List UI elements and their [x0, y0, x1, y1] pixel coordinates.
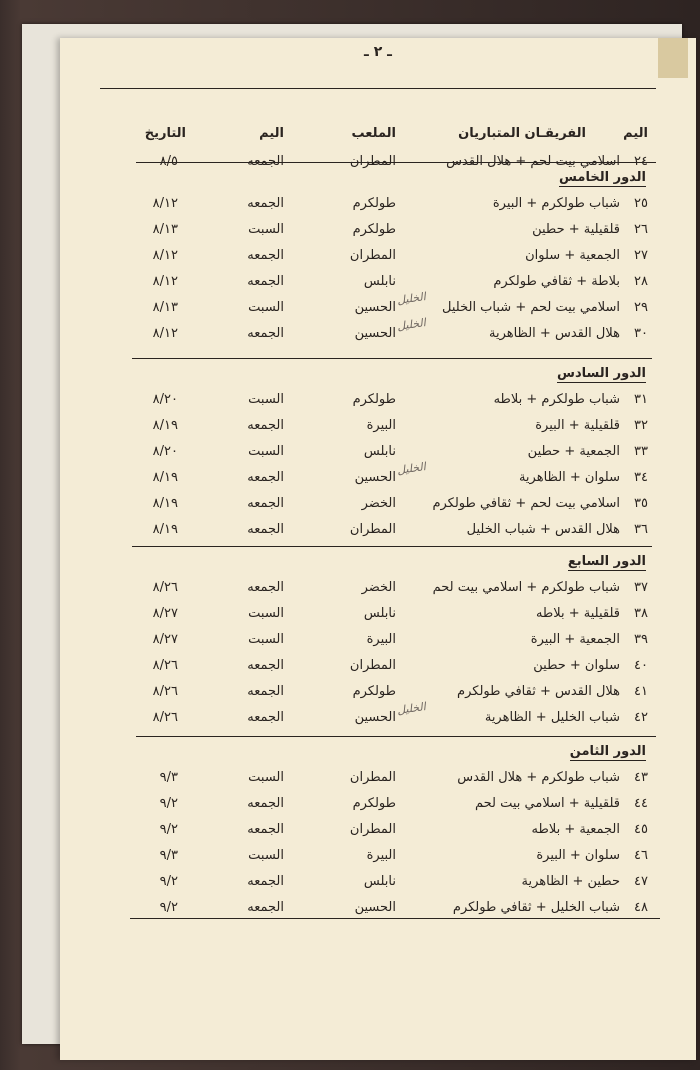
match-date: ٨/٢٦	[152, 580, 178, 595]
match-venue: الحسين	[354, 326, 396, 341]
table-row	[88, 222, 648, 248]
match-day: السبت	[248, 770, 284, 785]
match-date: ٨/٢٠	[152, 444, 178, 459]
match-teams: قلقيلية + حطين	[532, 222, 620, 237]
match-date: ٩/٢	[159, 874, 178, 889]
match-number: ٤٥	[634, 822, 648, 837]
table-row	[88, 326, 648, 352]
match-date: ٨/١٣	[152, 300, 178, 315]
round-separator-rule	[132, 358, 652, 359]
match-venue: الحسين	[354, 900, 396, 915]
table-row	[88, 470, 648, 496]
match-teams: سلوان + حطين	[533, 658, 620, 673]
match-date: ٩/٣	[159, 770, 178, 785]
match-date: ٨/١٩	[152, 418, 178, 433]
match-teams: شباب الخليل + ثقافي طولكرم	[452, 900, 620, 915]
match-venue: البيرة	[366, 632, 396, 647]
match-venue: المطران	[349, 248, 396, 263]
match-day: السبت	[248, 606, 284, 621]
match-date: ٨/٢٦	[152, 658, 178, 673]
round-title: الدور الخامس	[559, 170, 646, 185]
table-row	[88, 274, 648, 300]
match-teams: هلال القدس + الظاهرية	[488, 326, 620, 341]
match-day: السبت	[248, 848, 284, 863]
round-title: الدور السادس	[557, 366, 646, 381]
match-day: الجمعه	[247, 684, 284, 699]
match-day: الجمعه	[247, 522, 284, 537]
match-day: الجمعه	[247, 580, 284, 595]
match-date: ٩/٢	[159, 900, 178, 915]
match-number: ٤٠	[634, 658, 648, 673]
match-number: ٤٧	[634, 874, 648, 889]
match-number: ٣٢	[634, 418, 648, 433]
round-title: الدور السابع	[567, 554, 646, 569]
match-teams: الجمعية + البيرة	[530, 632, 620, 647]
match-date: ٩/٢	[159, 822, 178, 837]
round-title: الدور الثامن	[569, 744, 646, 759]
table-row	[88, 444, 648, 470]
round-separator-rule	[132, 546, 652, 547]
match-number: ٢٥	[634, 196, 648, 211]
match-number: ٣٨	[634, 606, 648, 621]
match-teams: شباب الخليل + الظاهرية	[484, 710, 620, 725]
match-number: ٢٩	[634, 300, 648, 315]
match-number: ٤٣	[634, 770, 648, 785]
match-day: الجمعه	[247, 710, 284, 725]
match-teams: الجمعية + سلوان	[525, 248, 620, 263]
match-venue: البيرة	[366, 418, 396, 433]
table-row	[88, 300, 648, 326]
match-teams: هلال القدس + شباب الخليل	[466, 522, 620, 537]
match-teams: اسلامي بيت لحم + ثقافي طولكرم	[432, 496, 620, 511]
match-venue: البيرة	[366, 848, 396, 863]
match-teams: سلوان + البيرة	[536, 848, 620, 863]
round-separator-rule	[136, 162, 656, 163]
match-teams: شباب طولكرم + هلال القدس	[457, 770, 620, 785]
match-venue: طولكرم	[352, 196, 396, 211]
match-date: ٨/١٢	[152, 326, 178, 341]
match-date: ٨/١٢	[152, 196, 178, 211]
match-teams: شباب طولكرم + اسلامي بيت لحم	[432, 580, 620, 595]
pencil-annotation: الخليل	[396, 700, 427, 717]
match-venue: نابلس	[363, 874, 396, 889]
pencil-annotation: الخليل	[396, 290, 427, 307]
header-number: اليم	[623, 126, 648, 141]
table-row	[88, 796, 648, 822]
match-day: الجمعه	[247, 658, 284, 673]
match-date: ٩/٢	[159, 796, 178, 811]
match-number: ٣٠	[634, 326, 648, 341]
match-day: الجمعه	[247, 900, 284, 915]
match-number: ٤٢	[634, 710, 648, 725]
match-number: ٢٧	[634, 248, 648, 263]
match-venue: الحسين	[354, 710, 396, 725]
match-day: الجمعه	[247, 470, 284, 485]
table-row	[88, 658, 648, 684]
match-number: ٣٥	[634, 496, 648, 511]
match-venue: طولكرم	[352, 392, 396, 407]
match-date: ٨/٢٠	[152, 392, 178, 407]
match-venue: المطران	[349, 822, 396, 837]
match-day: الجمعه	[247, 154, 284, 169]
match-day: الجمعه	[247, 196, 284, 211]
match-venue: طولكرم	[352, 796, 396, 811]
match-date: ٨/٢٧	[152, 606, 178, 621]
match-teams: شباب طولكرم + بلاطه	[493, 392, 620, 407]
match-teams: بلاطة + ثقافي طولكرم	[493, 274, 620, 289]
match-teams: قلقيلية + البيرة	[535, 418, 620, 433]
table-row	[88, 848, 648, 874]
match-number: ٣٤	[634, 470, 648, 485]
schedule-page	[60, 38, 696, 1060]
match-number: ٣١	[634, 392, 648, 407]
match-date: ٨/٢٦	[152, 710, 178, 725]
match-venue: طولكرم	[352, 222, 396, 237]
table-row	[88, 874, 648, 900]
match-venue: الخضر	[361, 580, 396, 595]
table-row	[88, 822, 648, 848]
match-number: ٣٩	[634, 632, 648, 647]
match-date: ٨/١٩	[152, 496, 178, 511]
match-number: ٤٤	[634, 796, 648, 811]
match-day: السبت	[248, 632, 284, 647]
match-date: ٨/٢٦	[152, 684, 178, 699]
match-date: ٨/١٩	[152, 470, 178, 485]
match-date: ٨/١٢	[152, 274, 178, 289]
match-day: السبت	[248, 222, 284, 237]
page-number: ـ ٢ ـ	[364, 44, 392, 60]
table-row	[88, 496, 648, 522]
match-number: ٢٤	[634, 154, 648, 169]
match-number: ٣٧	[634, 580, 648, 595]
match-day: الجمعه	[247, 822, 284, 837]
match-venue: المطران	[349, 658, 396, 673]
header-venue: الملعب	[351, 126, 396, 141]
match-day: السبت	[248, 300, 284, 315]
match-teams: شباب طولكرم + البيرة	[492, 196, 620, 211]
match-venue: الخضر	[361, 496, 396, 511]
table-row	[88, 392, 648, 418]
match-date: ٨/١٩	[152, 522, 178, 537]
match-teams: الجمعية + بلاطه	[531, 822, 620, 837]
match-day: الجمعه	[247, 274, 284, 289]
match-number: ٣٣	[634, 444, 648, 459]
match-date: ٨/١٣	[152, 222, 178, 237]
match-venue: نابلس	[363, 274, 396, 289]
table-row	[88, 580, 648, 606]
match-number: ٣٦	[634, 522, 648, 537]
match-number: ٢٨	[634, 274, 648, 289]
match-day: السبت	[248, 444, 284, 459]
table-row	[88, 900, 648, 926]
table-row	[88, 770, 648, 796]
match-venue: المطران	[349, 522, 396, 537]
match-number: ٤١	[634, 684, 648, 699]
match-number: ٤٨	[634, 900, 648, 915]
bottom-rule	[130, 918, 660, 919]
match-day: الجمعه	[247, 796, 284, 811]
header-teams: الفريقـان المتباريان	[458, 126, 586, 141]
table-row	[88, 248, 648, 274]
match-teams: الجمعية + حطين	[527, 444, 620, 459]
header-day: اليم	[259, 126, 284, 141]
match-teams: قلقيلية + بلاطه	[535, 606, 620, 621]
match-day: السبت	[248, 392, 284, 407]
table-row	[88, 196, 648, 222]
match-teams: حطين + الظاهرية	[521, 874, 620, 889]
pencil-annotation: الخليل	[396, 460, 427, 477]
match-venue: المطران	[349, 154, 396, 169]
top-rule	[100, 88, 656, 89]
table-row	[88, 710, 648, 736]
match-date: ٨/٥	[159, 154, 178, 169]
match-number: ٤٦	[634, 848, 648, 863]
match-number: ٢٦	[634, 222, 648, 237]
match-date: ٨/٢٧	[152, 632, 178, 647]
table-row	[88, 606, 648, 632]
pencil-annotation: الخليل	[396, 316, 427, 333]
match-venue: الحسين	[354, 300, 396, 315]
match-day: الجمعه	[247, 418, 284, 433]
match-venue: نابلس	[363, 444, 396, 459]
match-date: ٨/١٢	[152, 248, 178, 263]
table-row	[88, 684, 648, 710]
match-day: الجمعه	[247, 326, 284, 341]
match-teams: اسلامي بيت لحم + شباب الخليل	[442, 300, 620, 315]
match-venue: طولكرم	[352, 684, 396, 699]
match-teams: قلقيلية + اسلامي بيت لحم	[474, 796, 620, 811]
match-day: الجمعه	[247, 874, 284, 889]
match-venue: الحسين	[354, 470, 396, 485]
table-row	[88, 522, 648, 548]
match-day: الجمعه	[247, 496, 284, 511]
match-teams: هلال القدس + ثقافي طولكرم	[457, 684, 620, 699]
match-date: ٩/٣	[159, 848, 178, 863]
match-day: الجمعه	[247, 248, 284, 263]
table-row	[88, 418, 648, 444]
match-venue: المطران	[349, 770, 396, 785]
match-teams: سلوان + الظاهرية	[518, 470, 620, 485]
match-venue: نابلس	[363, 606, 396, 621]
round-separator-rule	[136, 736, 656, 737]
table-row	[88, 632, 648, 658]
match-teams: اسلامي بيت لحم + هلال القدس	[446, 154, 620, 169]
header-date: التاريخ	[144, 126, 186, 141]
